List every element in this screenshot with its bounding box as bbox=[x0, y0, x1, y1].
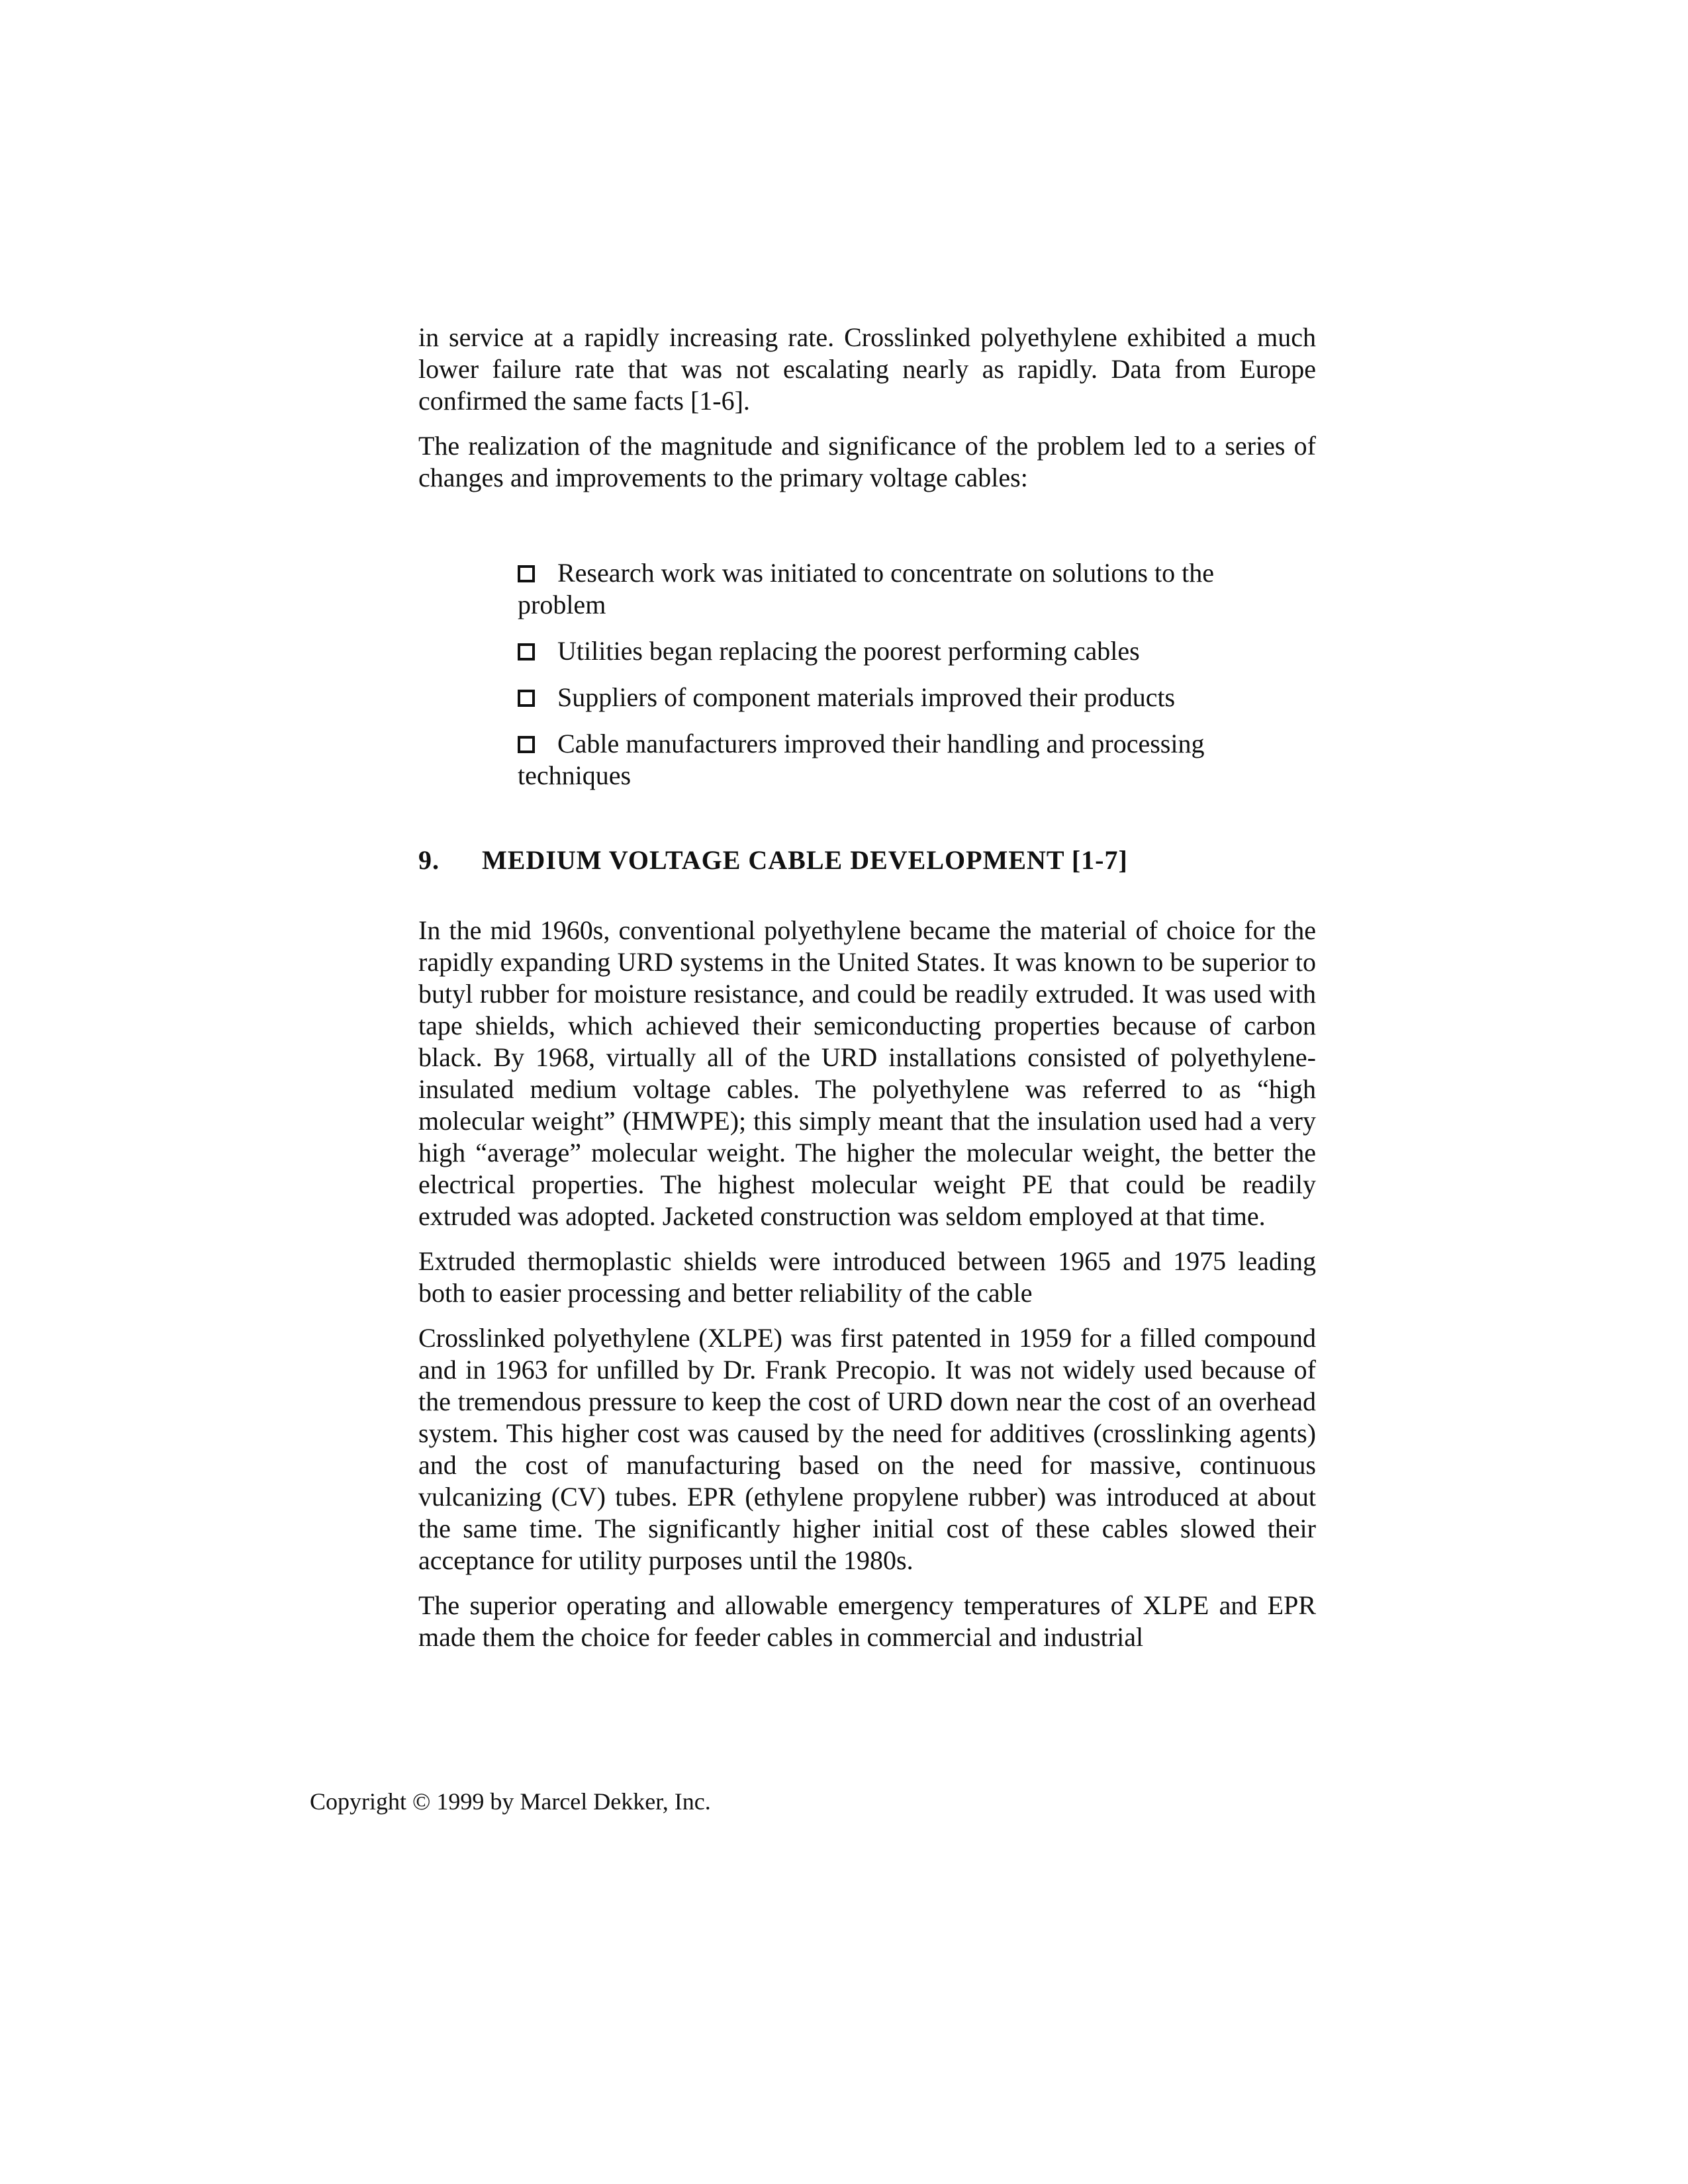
list-item-text: Utilities began replacing the poorest performing cables bbox=[557, 636, 1140, 666]
checkbox-square-icon bbox=[518, 690, 535, 707]
copyright-footer: Copyright © 1999 by Marcel Dekker, Inc. bbox=[310, 1788, 711, 1815]
section-heading bbox=[418, 844, 1345, 876]
intro-paragraph-2: The realization of the magnitude and significance of the problem led to a series of changes and improvements to the primary voltage cables: bbox=[418, 431, 1316, 492]
improvement-list bbox=[518, 557, 1279, 806]
list-item-text: Research work was initiated to concentrate on solutions to the problem bbox=[518, 558, 1214, 619]
section-paragraph-3: Crosslinked polyethylene (XLPE) was first patented in 1959 for a filled compound and in 1963 for unfilled by Dr. Frank Precopio. It was not widely used because of the tremendous pressure to keep the cost of URD down near the cost of an overhead system. This higher cost was caused by the need for additives (crosslinking agents) and the cost of manufacturing based on the need for massive, continuous vulcanizing (CV) tubes. EPR (ethylene propylene rubber) was introduced at about the same time. The significantly higher initial cost of these cables slowed their acceptance for utility purposes until the 1980s. bbox=[418, 1323, 1316, 1575]
list-item-text: Suppliers of component materials improved their products bbox=[557, 682, 1176, 712]
section-paragraph-2: Extruded thermoplastic shields were introduced between 1965 and 1975 leading both to easier processing and better reliability of the cable bbox=[418, 1246, 1316, 1308]
intro-paragraph-1: in service at a rapidly increasing rate. Crosslinked polyethylene exhibited a much lower failure rate that was not escalating nearly as rapidly. Data from Europe confirmed the same facts [1-6]. bbox=[418, 322, 1316, 416]
section-number: 9. bbox=[418, 845, 440, 875]
checkbox-square-icon bbox=[518, 736, 535, 753]
list-item bbox=[518, 682, 1279, 713]
intro-text-block bbox=[418, 322, 1316, 507]
section-paragraph-1: In the mid 1960s, conventional polyethylene became the material of choice for the rapidly expanding URD systems in the United States. It was known to be superior to butyl rubber for moisture resistance, and could be readily extruded. It was used with tape shields, which achieved their semiconducting properties because of carbon black. By 1968, virtually all of the URD installations consisted of polyethylene-insulated medium voltage cables. The polyethylene was referred to as “high molecular weight” (HMWPE); this simply meant that the insulation used had a very high “average” molecular weight. The higher the molecular weight, the better the electrical properties. The highest molecular weight PE that could be readily extruded was adopted. Jacketed construction was seldom employed at that time. bbox=[418, 915, 1316, 1231]
section-text-block bbox=[418, 915, 1316, 1666]
list-item-text: Cable manufacturers improved their handling and processing techniques bbox=[518, 729, 1205, 790]
section-title: MEDIUM VOLTAGE CABLE DEVELOPMENT [1-7] bbox=[482, 845, 1128, 875]
checkbox-square-icon bbox=[518, 643, 535, 660]
section-paragraph-4: The superior operating and allowable emergency temperatures of XLPE and EPR made them the choice for feeder cables in commercial and industrial bbox=[418, 1590, 1316, 1652]
checkbox-square-icon bbox=[518, 565, 535, 582]
list-item bbox=[518, 635, 1279, 667]
list-item bbox=[518, 728, 1279, 792]
list-item bbox=[518, 557, 1279, 621]
